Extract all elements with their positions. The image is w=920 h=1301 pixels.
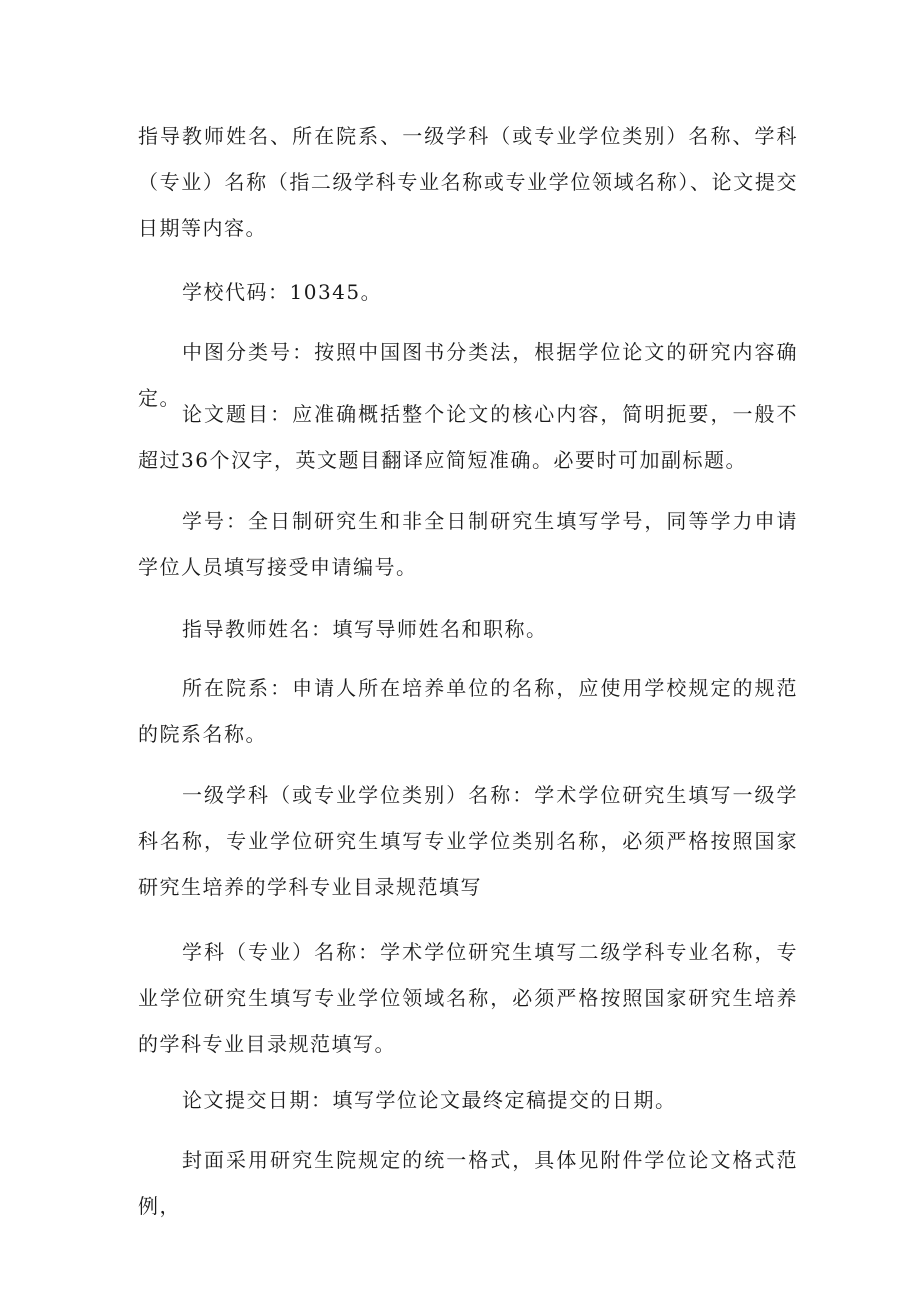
paragraph-cover-items-continued: 指导教师姓名、所在院系、一级学科（或专业学位类别）名称、学科（专业）名称（指二级学科专业名称或专业学位领域名称）、论文提交日期等内容。 (138, 124, 798, 240)
paragraph-thesis-title: 论文题目：应准确概括整个论文的核心内容，简明扼要，一般不超过36个汉字，英文题目翻译应简短准确。必要时可加副标题。 (138, 402, 798, 472)
paragraph-submission-date: 论文提交日期：填写学位论文最终定稿提交的日期。 (182, 1088, 677, 1112)
paragraph-classification-number: 中图分类号：按照中国图书分类法，根据学位论文的研究内容确定。 (138, 340, 798, 410)
paragraph-school-code: 学校代码：10345。 (182, 280, 383, 304)
paragraph-discipline-major: 学科（专业）名称：学术学位研究生填写二级学科专业名称，专业学位研究生填写专业学位领域名称，必须严格按照国家研究生培养的学科专业目录规范填写。 (138, 940, 798, 1056)
paragraph-student-number: 学号：全日制研究生和非全日制研究生填写学号，同等学力申请学位人员填写接受申请编号。 (138, 509, 798, 579)
paragraph-advisor-name: 指导教师姓名：填写导师姓名和职称。 (182, 617, 548, 641)
paragraph-first-level-discipline: 一级学科（或专业学位类别）名称：学术学位研究生填写一级学科名称，专业学位研究生填写专业学位类别名称，必须严格按照国家研究生培养的学科专业目录规范填写 (138, 783, 798, 899)
paragraph-cover-format: 封面采用研究生院规定的统一格式，具体见附件学位论文格式范例， (138, 1148, 798, 1218)
paragraph-department: 所在院系：申请人所在培养单位的名称，应使用学校规定的规范的院系名称。 (138, 676, 798, 746)
